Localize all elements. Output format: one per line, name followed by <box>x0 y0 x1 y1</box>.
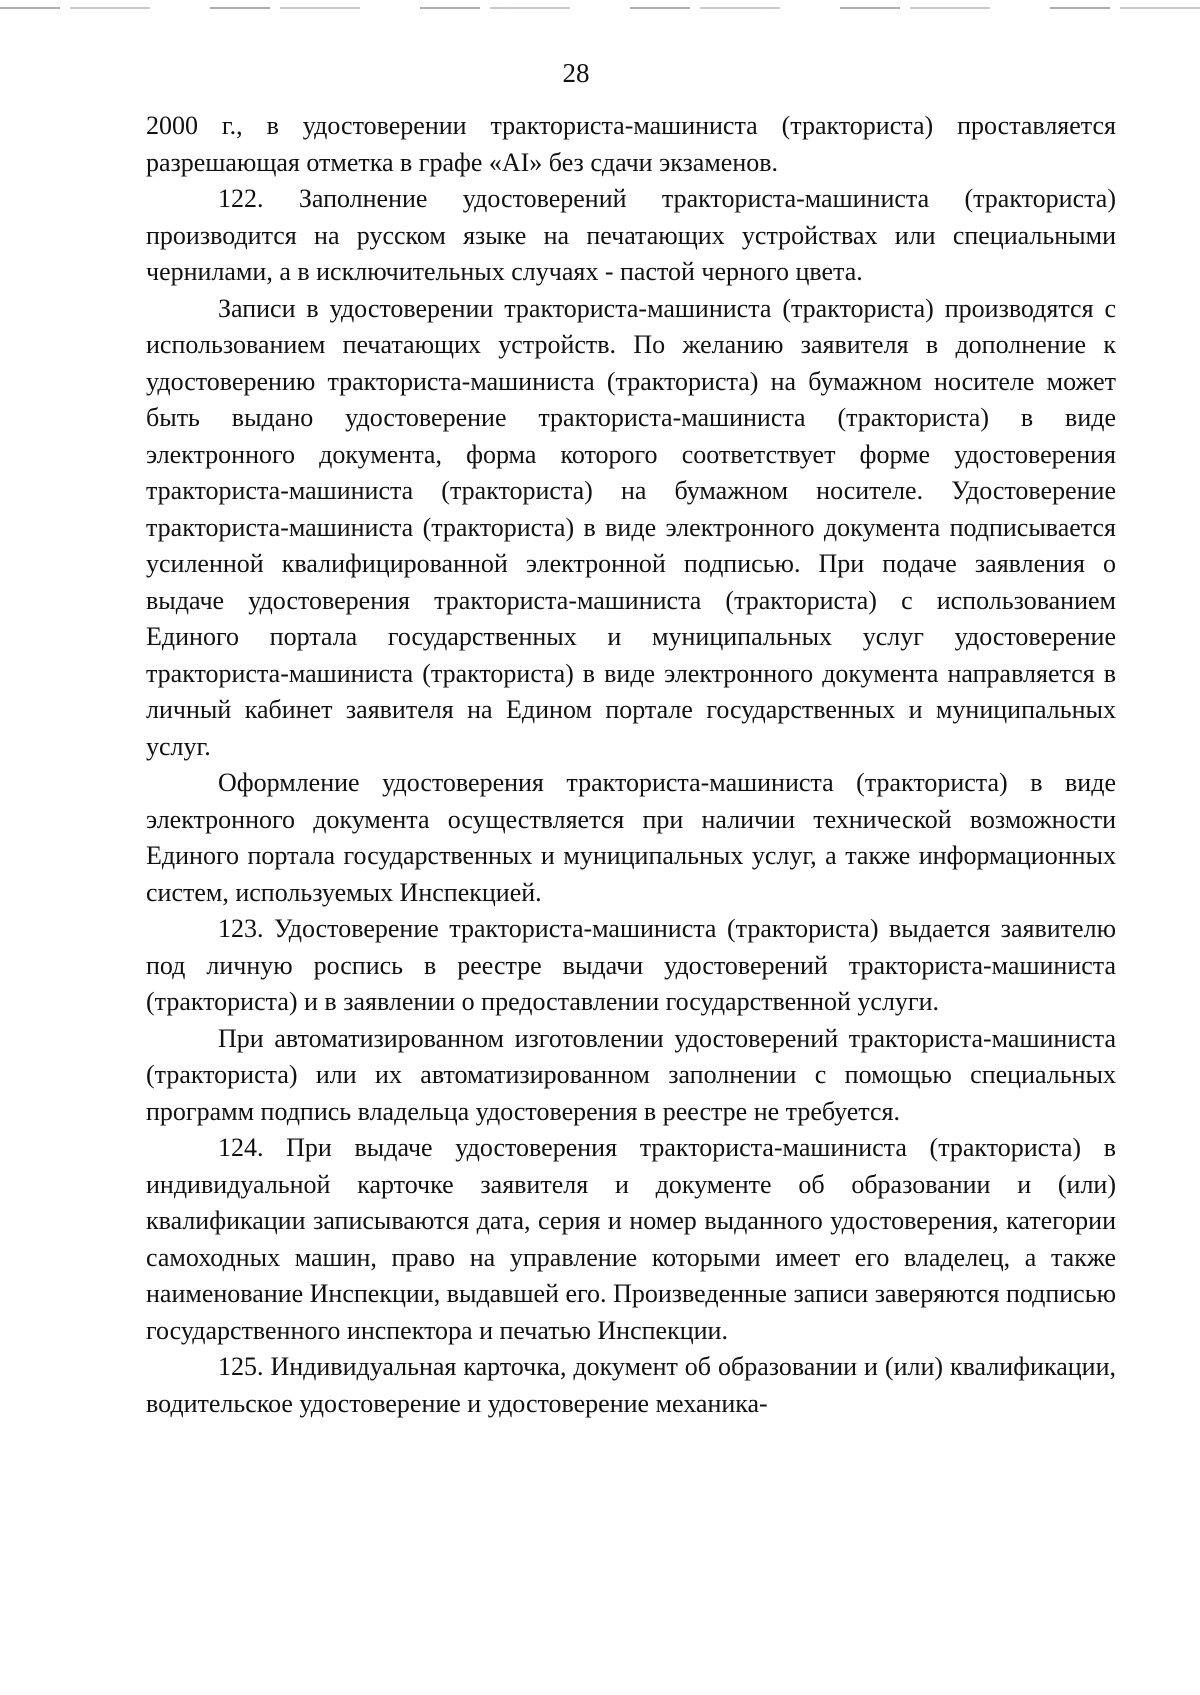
paragraph-item-124: 124. При выдаче удостоверения тракториста-машиниста (тракториста) в индивидуальной карточке заявителя и документе об образовании и (или) квалификации записываются дата, серия и номер выданного удостоверения, категории самоходных машин, право на управление которыми имеет его владелец, а также наименование Инспекции, выдавшей его. Произведенные записи заверяются подписью государственного инспектора и печатью Инспекции. <box>146 1133 1116 1345</box>
paragraph-records: Записи в удостоверении тракториста-машиниста (тракториста) производятся с использованием печатающих устройств. По желанию заявителя в дополнение к удостоверению тракториста-машиниста (тракториста) на бумажном носителе может быть выдано удостоверение тракториста-машиниста (тракториста) в виде электронного документа, форма которого соответствует форме удостоверения тракториста-машиниста (тракториста) на бумажном носителе. Удостоверение тракториста-машиниста (тракториста) в виде электронного документа подписывается усиленной квалифицированной электронной подписью. При подаче заявления о выдаче удостоверения тракториста-машиниста (тракториста) с использованием Единого портала государственных и муниципальных услуг удостоверение тракториста-машиниста (тракториста) в виде электронного документа направляется в личный кабинет заявителя на Едином портале государственных и муниципальных услуг. <box>146 293 1116 761</box>
scan-edge-line <box>0 7 1200 9</box>
paragraph-item-122: 122. Заполнение удостоверений тракториста-машиниста (тракториста) производится на русском языке на печатающих устройствах или специальными чернилами, а в исключительных случаях - пастой черного цвета. <box>146 184 1116 286</box>
document-body <box>146 108 1116 1422</box>
paragraph-electronic-form: Оформление удостоверения тракториста-машиниста (тракториста) в виде электронного документа осуществляется при наличии технической возможности Единого портала государственных и муниципальных услуг, а также информационных систем, используемых Инспекцией. <box>146 768 1116 907</box>
paragraph-item-123: 123. Удостоверение тракториста-машиниста (тракториста) выдается заявителю под личную роспись в реестре выдачи удостоверений тракториста-машиниста (тракториста) и в заявлении о предоставлении государственной услуги. <box>146 914 1116 1016</box>
paragraph-item-125: 125. Индивидуальная карточка, документ об образовании и (или) квалификации, водительское удостоверение и удостоверение механика- <box>146 1352 1116 1418</box>
paragraph-continuation: 2000 г., в удостоверении тракториста-машиниста (тракториста) проставляется разрешающая отметка в графе «AI» без сдачи экзаменов. <box>146 111 1116 177</box>
paragraph-automated-production: При автоматизированном изготовлении удостоверений тракториста-машиниста (тракториста) или их автоматизированном заполнении с помощью специальных программ подпись владельца удостоверения в реестре не требуется. <box>146 1023 1116 1126</box>
page-number: 28 <box>562 58 590 88</box>
